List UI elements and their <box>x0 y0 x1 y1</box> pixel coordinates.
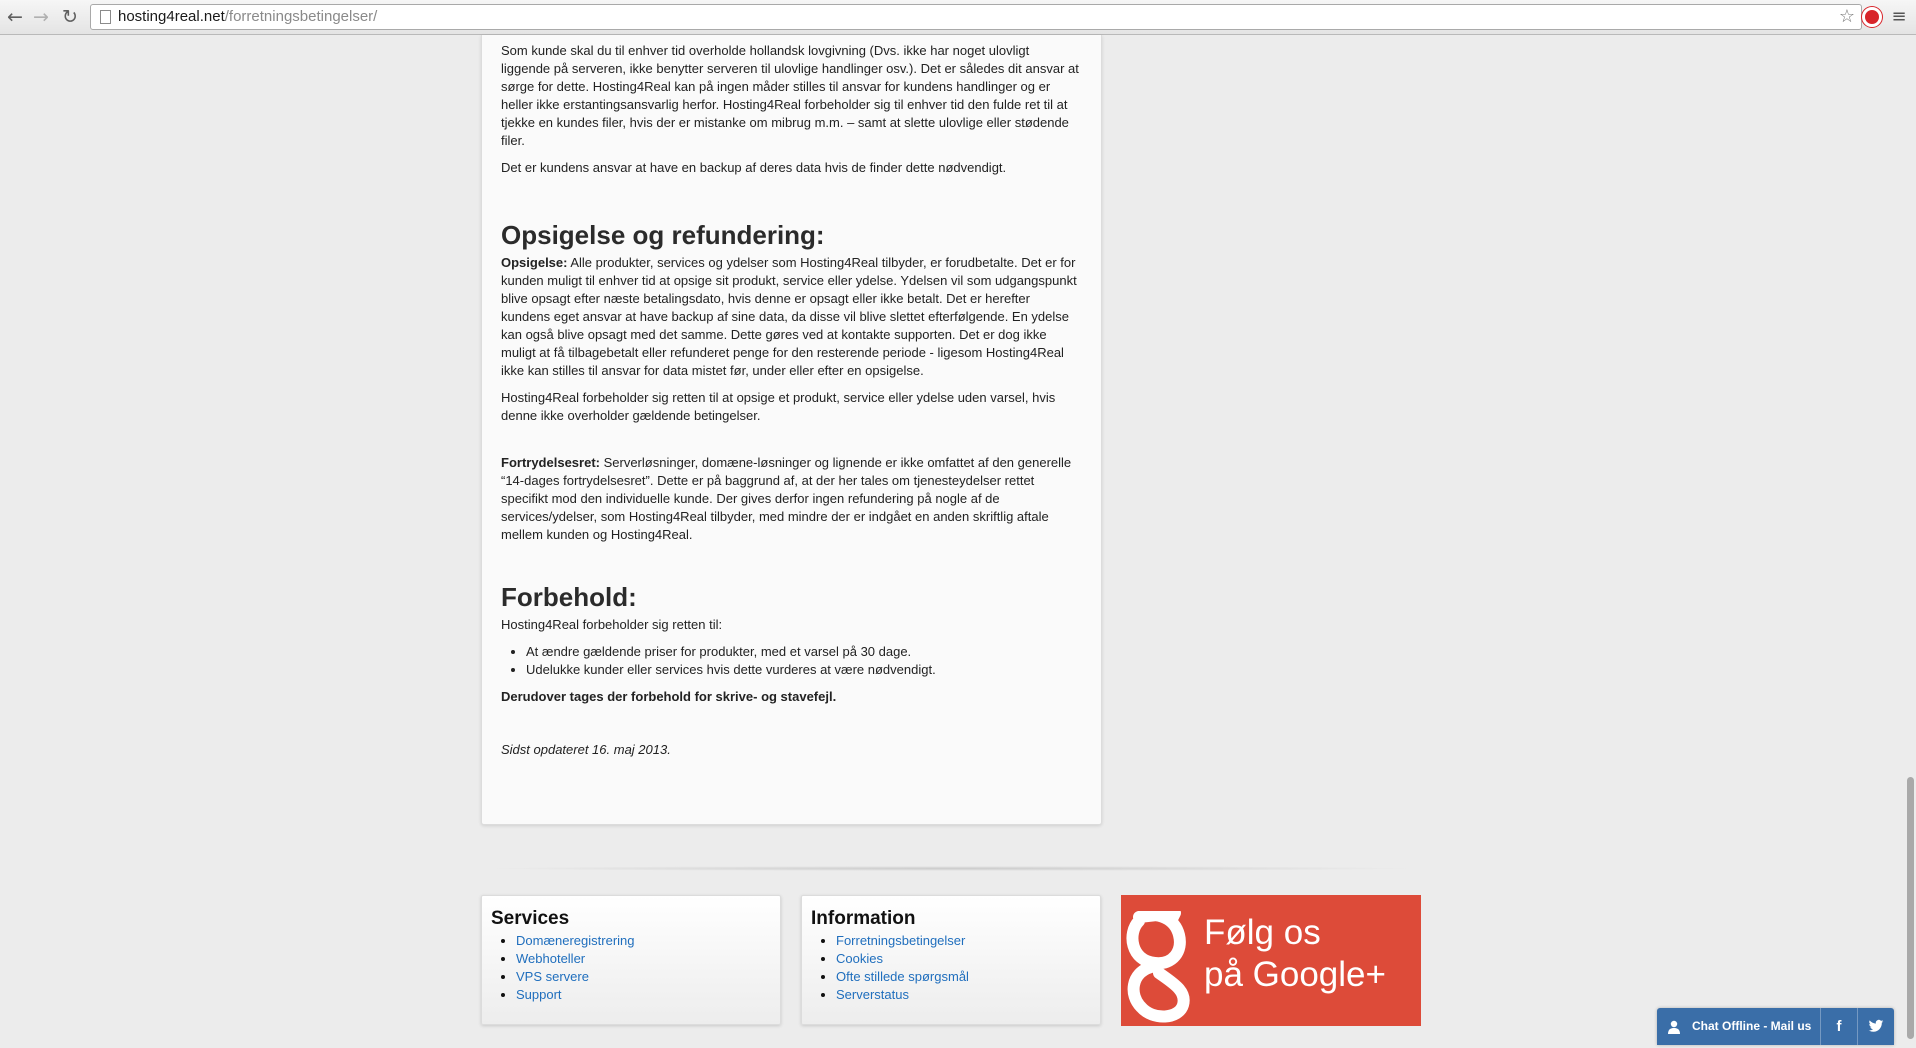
reserve-paragraph: Hosting4Real forbeholder sig retten til at opsige et produkt, service eller ydelse uden varsel, hvis denne ikke overholder gældende betingelser. <box>501 390 1056 423</box>
page-scrollbar[interactable] <box>1904 35 1916 1045</box>
list-item <box>836 950 1100 968</box>
fortrydelse-label: Fortrydelsesret: <box>501 455 600 470</box>
url-path: /forretningsbetingelser/ <box>224 8 378 25</box>
google-plus-line1: Følg os <box>1204 913 1321 952</box>
url-domain: hosting4real.net <box>118 8 225 25</box>
google-plus-banner[interactable] <box>1121 895 1421 1026</box>
terms-content <box>501 42 1081 768</box>
list-item <box>516 968 780 986</box>
services-list <box>482 932 780 1004</box>
browser-toolbar <box>0 0 1916 35</box>
page-icon <box>100 10 111 24</box>
facebook-icon[interactable]: f <box>1836 1018 1842 1035</box>
twitter-icon[interactable] <box>1858 1008 1894 1045</box>
address-bar[interactable] <box>90 4 1862 30</box>
google-plus-line2: på Google+ <box>1204 955 1386 994</box>
last-updated-text: Sidst opdateret 16. maj 2013. <box>501 742 671 757</box>
list-item <box>836 986 1100 1004</box>
reload-button[interactable]: ↻ <box>62 6 78 28</box>
typo-note <box>501 688 1081 706</box>
user-icon <box>1667 1020 1681 1034</box>
link-forretningsbetingelser[interactable]: Forretningsbetingelser <box>836 933 966 948</box>
fortrydelse-text: Serverløsninger, domæne-løsninger og lignende er ikke omfattet af den generelle “14-dages fortrydelsesret”. Dette er på baggrund af, at der her tales om tjenesteydelser rettet specifikt mod den individuelle kunde. Der gives derfor ingen refundering på nogle af de services/ydelser, som Hosting4Real tilbyder, med mindre der er indgået en anden skriftlig aftale mellem kunden og Hosting4Real. <box>501 455 1072 542</box>
url-text[interactable] <box>118 5 377 29</box>
list-item <box>836 968 1100 986</box>
link-support[interactable]: Support <box>516 987 562 1002</box>
link-serverstatus[interactable]: Serverstatus <box>836 987 909 1002</box>
footer-services <box>481 895 781 1025</box>
list-item: • Udelukke kunder eller services hvis dette vurderes at være nødvendigt. <box>526 661 1081 679</box>
link-webhoteller[interactable]: Webhoteller <box>516 951 586 966</box>
list-item <box>836 932 1100 950</box>
information-list <box>802 932 1100 1004</box>
section-heading-forbehold: Forbehold: <box>501 582 637 612</box>
list-item: • At ændre gældende priser for produkter, med et varsel på 30 dage. <box>526 643 1081 661</box>
list-item <box>516 986 780 1004</box>
chat-offline-label[interactable]: Chat Offline - Mail us <box>1692 1019 1812 1033</box>
browser-menu-icon[interactable]: ≡ <box>1891 6 1907 27</box>
chat-widget[interactable] <box>1657 1008 1894 1045</box>
google-plus-text <box>1204 912 1386 996</box>
forbehold-intro: Hosting4Real forbeholder sig retten til: <box>501 617 723 632</box>
information-title: Information <box>811 908 916 929</box>
back-button[interactable]: ← <box>7 6 23 28</box>
scrollbar-thumb[interactable] <box>1907 777 1914 1039</box>
link-domaeneregistrering[interactable]: Domæneregistrering <box>516 933 635 948</box>
services-title: Services <box>491 908 570 929</box>
bookmark-star-icon[interactable]: ☆ <box>1838 6 1855 27</box>
footer-divider <box>481 866 1421 871</box>
twitter-bird-icon <box>1868 1018 1884 1034</box>
list-item <box>516 932 780 950</box>
opsigelse-label: Opsigelse: <box>501 255 568 270</box>
last-updated <box>501 741 1081 759</box>
forbehold-list <box>501 643 1081 679</box>
extension-icon[interactable] <box>1862 7 1882 27</box>
list-item <box>516 950 780 968</box>
link-faq[interactable]: Ofte stillede spørgsmål <box>836 969 969 984</box>
typo-note-text: Derudover tages der forbehold for skrive- og stavefejl. <box>501 689 837 704</box>
intro-paragraph: Som kunde skal du til enhver tid overholde hollandsk lovgivning (Dvs. ikke har noget ulovligt liggende på serveren, ikke benytter serveren til ulovlige handlinger osv.). Det er således dit ansvar at sørge for dette. Hosting4Real kan på ingen måder stilles til ansvar for kundens handlinger og er heller ikke erstantingsansvarlig herfor. Hosting4Real forbeholder sig til enhver tid den fulde ret til at tjekke en kundes filer, hvis der er mistanke om mibrug m.m. – samt at slette ulovlige eller stødende filer. <box>501 43 1079 148</box>
opsigelse-paragraph <box>501 254 1081 380</box>
backup-paragraph: Det er kundens ansvar at have en backup af deres data hvis de finder dette nødvendigt. <box>501 160 1007 175</box>
section-heading-opsigelse: Opsigelse og refundering: <box>501 220 825 250</box>
google-plus-g-icon <box>1125 911 1205 1026</box>
forward-button[interactable]: → <box>33 6 49 28</box>
fortrydelse-paragraph <box>501 454 1081 544</box>
link-cookies[interactable]: Cookies <box>836 951 883 966</box>
footer-information <box>801 895 1101 1025</box>
opsigelse-text: Alle produkter, services og ydelser som Hosting4Real tilbyder, er forudbetalte. Det er for kunden muligt til enhver tid at opsige sit produkt, service eller ydelse. Ydelsen vil som udgangspunkt blive opsagt efter næste betalingsdato, hvis denne er opsagt eller ikke betalt. Det er herefter kundens eget ansvar at have backup af sine data, da disse vil blive slettet efterfølgende. En ydelse kan også blive opsagt med det samme. Dette gøres ved at kontakte supporten. Det er dog ikke muligt at få tilbagebetalt eller refunderet penge for den resterende periode - ligesom Hosting4Real ikke kan stilles til ansvar for data mistet før, under eller efter en opsigelse. <box>501 255 1077 378</box>
link-vps-servere[interactable]: VPS servere <box>516 969 589 984</box>
